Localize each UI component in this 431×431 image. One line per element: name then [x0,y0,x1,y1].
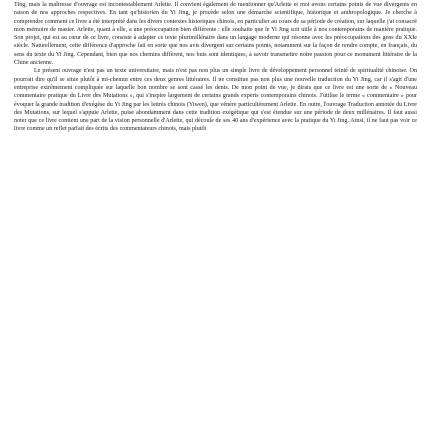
book-page [14,1,417,429]
paragraph-1: Ting, mais la maîtresse d'ouvrage est incontestablement Arlette. Il convient également de mentionner qu'Arlette et moi avons certains points de vue divergents en raison de nos approches respectives. En tant qu'historien du Yi Jing, je procède selon une démarche scientifique, historique et anthropologique. Je cherche à comprendre comment ce livre a été interprété dans les divers contextes historiques chinois, en particulier au cours de sa période de création, sur laquelle j'ai consacré mon mémoire de master. Arlette, quant à elle, a une préoccupation bien différente : elle souhaite que le Yi Jing soit utile à nos contemporains de manière pratique. Son projet, qui est au cœur de ce livre, consiste à adapter ce texte plurimillénaire dans un langage moderne qui résonne avec les préoccupations des gens du XXIe siècle. Naturellement, cette différence d'approche fait en sorte que nos avis divergent sur certains points, notamment sur la façon de rendre compte, en français, du sens du texte du Yi Jing. Cependant, bien que nos chemins diffèrent, nos buts sont identiques, à savoir transmettre notre passion pour ce monument littéraire de la Chine ancienne. [14,2,417,67]
paragraph-2: Le présent ouvrage n'est pas un texte universitaire, mais n'est pas non plus un simple livre de développement personnel teinté de spiritualité chinoise. On pourrait dire qu'il se situe plutôt à mi-chemin entre ces deux genres littéraires. Il ne constitue pas non plus une nouvelle traduction du Yi Jing, car il s'agit d'une entreprise extrêmement compliquée sur laquelle bon nombre se sont cassé les dents. De mon point de vue, je dirais que ce livre est une sorte de « Nouveau commentaire pratique du Livre des Mutations », qui s'inspire largement de certains grands experts contemporains chinois. J'utilise le terme « commentaire » pour évoquer la grande tradition d'exégèse du Yi Jing par les lettrés chinois (Yiwen), que vénère particulièrement Arlette. En outre, l'ouvrage Traduction annotée du Livre des Mutations, sur lequel s'appuie Arlette, puise abondamment dans cette tradition exégétique qui s'est étendue sur une période de deux millénaires. Il faut aussi noter que ce livre contient une part de la vision personnelle d'Arlette, qui découle de ses 40 ans d'expérience avec la pratique du Yi Jing. Ainsi, il ne faut pas voir ce livre comme un reflet parfait des écrits des commentateurs chinois, mais plutôt [14,68,417,133]
